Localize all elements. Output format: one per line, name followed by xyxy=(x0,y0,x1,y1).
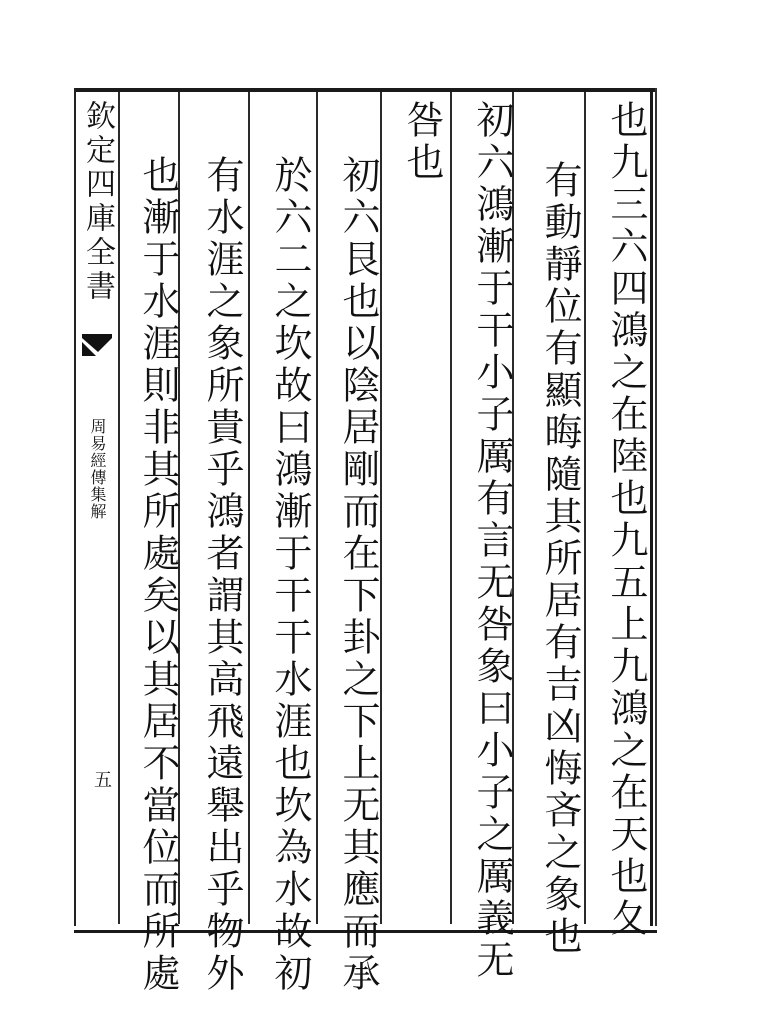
column-rule xyxy=(118,92,120,924)
margin-section-title: 周易經傳集解 xyxy=(88,418,107,520)
page-frame-left-edge xyxy=(74,88,76,926)
text-column: 初六艮也以陰居剛而在下卦之下上无其應而承 xyxy=(336,155,380,995)
margin-page-number: 五 xyxy=(91,770,112,788)
text-column: 於六二之坎故曰鴻漸于干干水涯也坎為水故初 xyxy=(268,155,312,995)
column-rule xyxy=(450,92,452,924)
text-column: 初六鴻漸于干小子厲有言无咎象曰小子之厲義无 xyxy=(470,100,514,982)
text-column: 也漸于水涯則非其所處矣以其居不當位而所處 xyxy=(136,155,180,995)
text-column: 咎也 xyxy=(400,100,444,184)
text-column: 有動靜位有顯晦隨其所居有吉凶悔吝之象也 xyxy=(538,160,582,958)
margin-book-title: 欽定四庫全書 xyxy=(80,100,115,304)
text-column: 有水涯之象所貴乎鴻者謂其高飛遠舉出乎物外 xyxy=(200,155,244,995)
fishtail-mark xyxy=(80,330,114,364)
text-column: 也九三六四鴻之在陸也九五上九鴻之在天也夂 xyxy=(604,100,648,940)
